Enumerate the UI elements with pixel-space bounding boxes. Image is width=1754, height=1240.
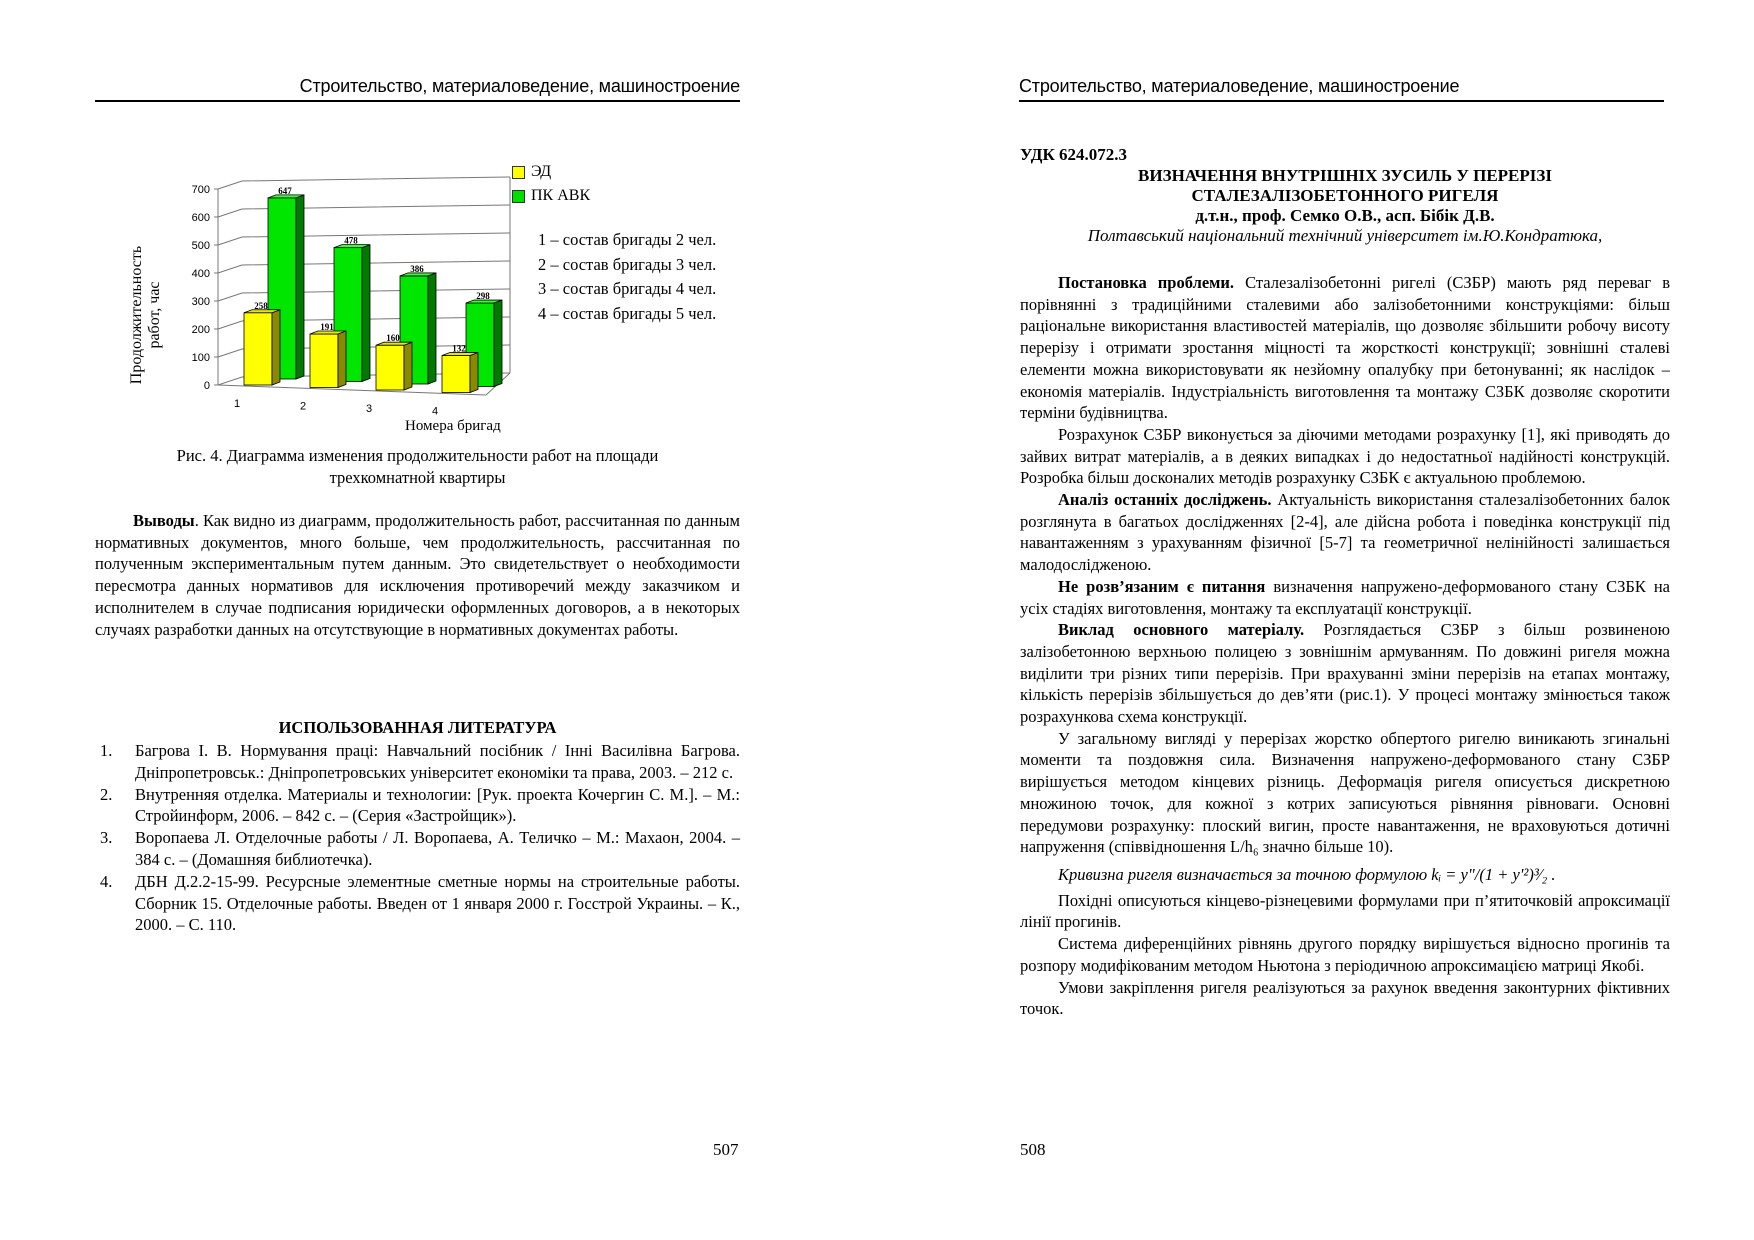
x-axis-label: Номера бригад xyxy=(405,418,501,434)
svg-text:2: 2 xyxy=(300,400,307,413)
svg-text:478: 478 xyxy=(344,235,358,246)
svg-text:3: 3 xyxy=(366,403,373,415)
paragraph: Умови закріплення ригеля реалізуються за рахунок введення законтурних фіктивних точок. xyxy=(1020,977,1670,1019)
svg-text:4: 4 xyxy=(432,405,439,418)
article-header xyxy=(1020,166,1670,246)
svg-text:191: 191 xyxy=(320,322,334,333)
svg-text:400: 400 xyxy=(191,268,210,280)
legend-swatch-icon xyxy=(512,190,525,203)
reference-item: 2. Внутренняя отделка. Материалы и технологии: [Рук. проекта Кочергин С. М.]. – М.: Стройинформ, 2006. – 842 с. – (Серия «Застройщик»). xyxy=(100,784,740,826)
svg-text:300: 300 xyxy=(191,296,210,308)
svg-text:600: 600 xyxy=(191,212,210,224)
svg-text:160: 160 xyxy=(386,333,400,344)
chart-notes: 1 – состав бригады 2 чел. 2 – состав бригады 3 чел. 3 – состав бригады 4 чел. 4 – состав бригады 5 чел. xyxy=(538,230,717,323)
reference-item: 4. ДБН Д.2.2-15-99. Ресурсные элементные сметные нормы на строительные работы. Сборник 15. Отделочные работы. Введен от 1 января 2000 г. Госстрой Украины. – К., 2000. – С. 110. xyxy=(100,871,740,935)
svg-text:0: 0 xyxy=(203,380,210,392)
svg-text:298: 298 xyxy=(476,291,490,302)
udk-code: УДК 624.072.3 xyxy=(1020,145,1128,164)
paragraph: Постановка проблеми. Сталезалізобетонні ригелі (СЗБР) мають ряд переваг в порівнянні з традиційними сталевими або залізобетонними конструкціями: більш раціональне використання властивостей матеріалів, що дозволяє збільшити робочу висоту перерізу і отримати зростання міцності та жорсткості конструкції; зовнішні сталеві елементи можна використовувати як незйомну опалубку при бетонуванні; як наслідок – економія матеріалів. Індустріальність виготовлення та монтажу СЗБК дозволяє скоротити терміни будівництва. xyxy=(1020,273,1670,423)
legend-swatch-icon xyxy=(512,166,525,179)
svg-text:132: 132 xyxy=(452,343,466,354)
running-head: Строительство, материаловедение, машиностроение xyxy=(1019,76,1664,102)
svg-text:647: 647 xyxy=(278,185,292,196)
paragraph: Виклад основного матеріалу. Розглядається СЗБР з більш розвиненою залізобетонною верхньою полицею з зовнішнім армуванням. По довжині ригеля можна виділити три різних типи перерізів. При врахуванні зміни перерізів на етапах монтажу, кількість перерізів збільшується до дев’яти (рис.1). У процесі монтажу змінюється також розрахункова схема конструкції. xyxy=(1020,620,1670,727)
paragraph: У загальному вигляді у перерізах жорстко обпертого ригелю виникають згинальні моменти та поздовжня сила. Визначення напружено-деформованого стану СЗБР вирішується методом кінцевих різниць. Деформація ригеля описується дискретною множиною точок, для кожної з котрих записуються рівняння рівноваги. Основні передумови розрахунку: плоский вигин, просте навантаження, не враховуються дотичні напруження (співвідношення L/h₆ значно більше 10). xyxy=(1020,728,1670,857)
legend-item-pk-avk: ПК АВК xyxy=(512,184,590,208)
page-number: 507 xyxy=(713,1140,739,1159)
article-title-line1: ВИЗНАЧЕННЯ ВНУТРІШНІХ ЗУСИЛЬ У ПЕРЕРІЗІ xyxy=(1138,166,1552,185)
page-number: 508 xyxy=(1020,1140,1046,1159)
svg-text:258: 258 xyxy=(254,300,268,311)
svg-text:1: 1 xyxy=(234,398,241,410)
svg-text:500: 500 xyxy=(191,240,210,252)
running-head: Строительство, материаловедение, машиностроение xyxy=(95,76,740,102)
article-affiliation: Полтавський національний технічний університет ім.Ю.Кондратюка, xyxy=(1087,226,1603,245)
references-list xyxy=(100,740,740,936)
svg-text:200: 200 xyxy=(191,324,210,336)
reference-item: 1. Багрова І. В. Нормування праці: Навчальний посібник / Інні Василівна Багрова. Дніпропетровськ.: Дніпропетровських університет економіки та права, 2003. – 212 с. xyxy=(100,741,740,782)
paragraph: Аналіз останніх досліджень. Актуальність використання сталезалізобетонних балок розглянута в багатьох дослідженнях [2-4], але дійсна робота і поведінка конструкції під навантаженням з урахуванням фізичної [5-7] та геометричної нелінійності залишається малодослідженою. xyxy=(1020,490,1670,575)
paragraph: Система диференційних рівнянь другого порядку вирішується відносно прогинів та розпору модифікованим методом Ньютона з періодичною апроксимацією матриці Якобі. xyxy=(1020,934,1670,975)
conclusions-section xyxy=(95,510,740,640)
svg-text:700: 700 xyxy=(191,184,210,196)
figure-caption: Рис. 4. Диаграмма изменения продолжительности работ на площади трехкомнатной квартиры xyxy=(176,446,659,487)
formula-paragraph: Кривизна ригеля визначається за точною формулою kᵢ = y"/(1 + y'²)³⁄₂ . xyxy=(1058,864,1556,884)
reference-item: 3. Воропаева Л. Отделочные работы / Л. Воропаева, А. Теличко – М.: Махаон, 2004. – 384 с. – (Домашняя библиотечка). xyxy=(100,828,740,869)
article-title-line2: СТАЛЕЗАЛІЗОБЕТОННОГО РИГЕЛЯ xyxy=(1191,186,1499,205)
paragraph: Розрахунок СЗБР виконується за діючими методами розрахунку [1], які приводять до зайвих витрат матеріалів, а в деяких випадках і до недостатньої надійності конструкцій. Розробка більш досконалих методів розрахунку СЗБК є актуальною проблемою. xyxy=(1020,424,1670,488)
references-title: ИСПОЛЬЗОВАННАЯ ЛИТЕРАТУРА xyxy=(278,718,557,737)
legend-item-ed: ЭД xyxy=(512,160,590,184)
paragraph: Похідні описуються кінцево-різнецевими формулами при п’ятиточковій апроксимації лінії прогинів. xyxy=(1020,890,1670,932)
chart-legend xyxy=(512,160,590,208)
article-body xyxy=(1020,272,1670,1020)
y-axis-label: Продолжительность работ, час xyxy=(128,245,163,385)
bar-chart xyxy=(128,163,760,450)
svg-text:100: 100 xyxy=(191,352,210,364)
paragraph: Не розв’язаним є питання визначення напружено-деформованого стану СЗБК на усіх стадіях виготовлення, монтажу та експлуатації конструкції. xyxy=(1020,576,1670,618)
svg-text:386: 386 xyxy=(410,263,424,274)
conclusions-text: . Как видно из диаграмм, продолжительность работ, рассчитанная по данным нормативных документов, много больше, чем продолжительность, рассчитанная по полученным экспериментальным путем данным. Это свидетельствует о необходимости пересмотра данных нормативов для исключения противоречий между заказчиком и исполнителем в случае подписания юридически оформленных договоров, а в некоторых случаях разработки данных на отсутствующие в нормативных документах работы. xyxy=(95,511,740,639)
article-authors: д.т.н., проф. Семко О.В., асп. Бібік Д.В. xyxy=(1195,206,1495,225)
conclusions-lead: Выводы xyxy=(133,511,195,530)
